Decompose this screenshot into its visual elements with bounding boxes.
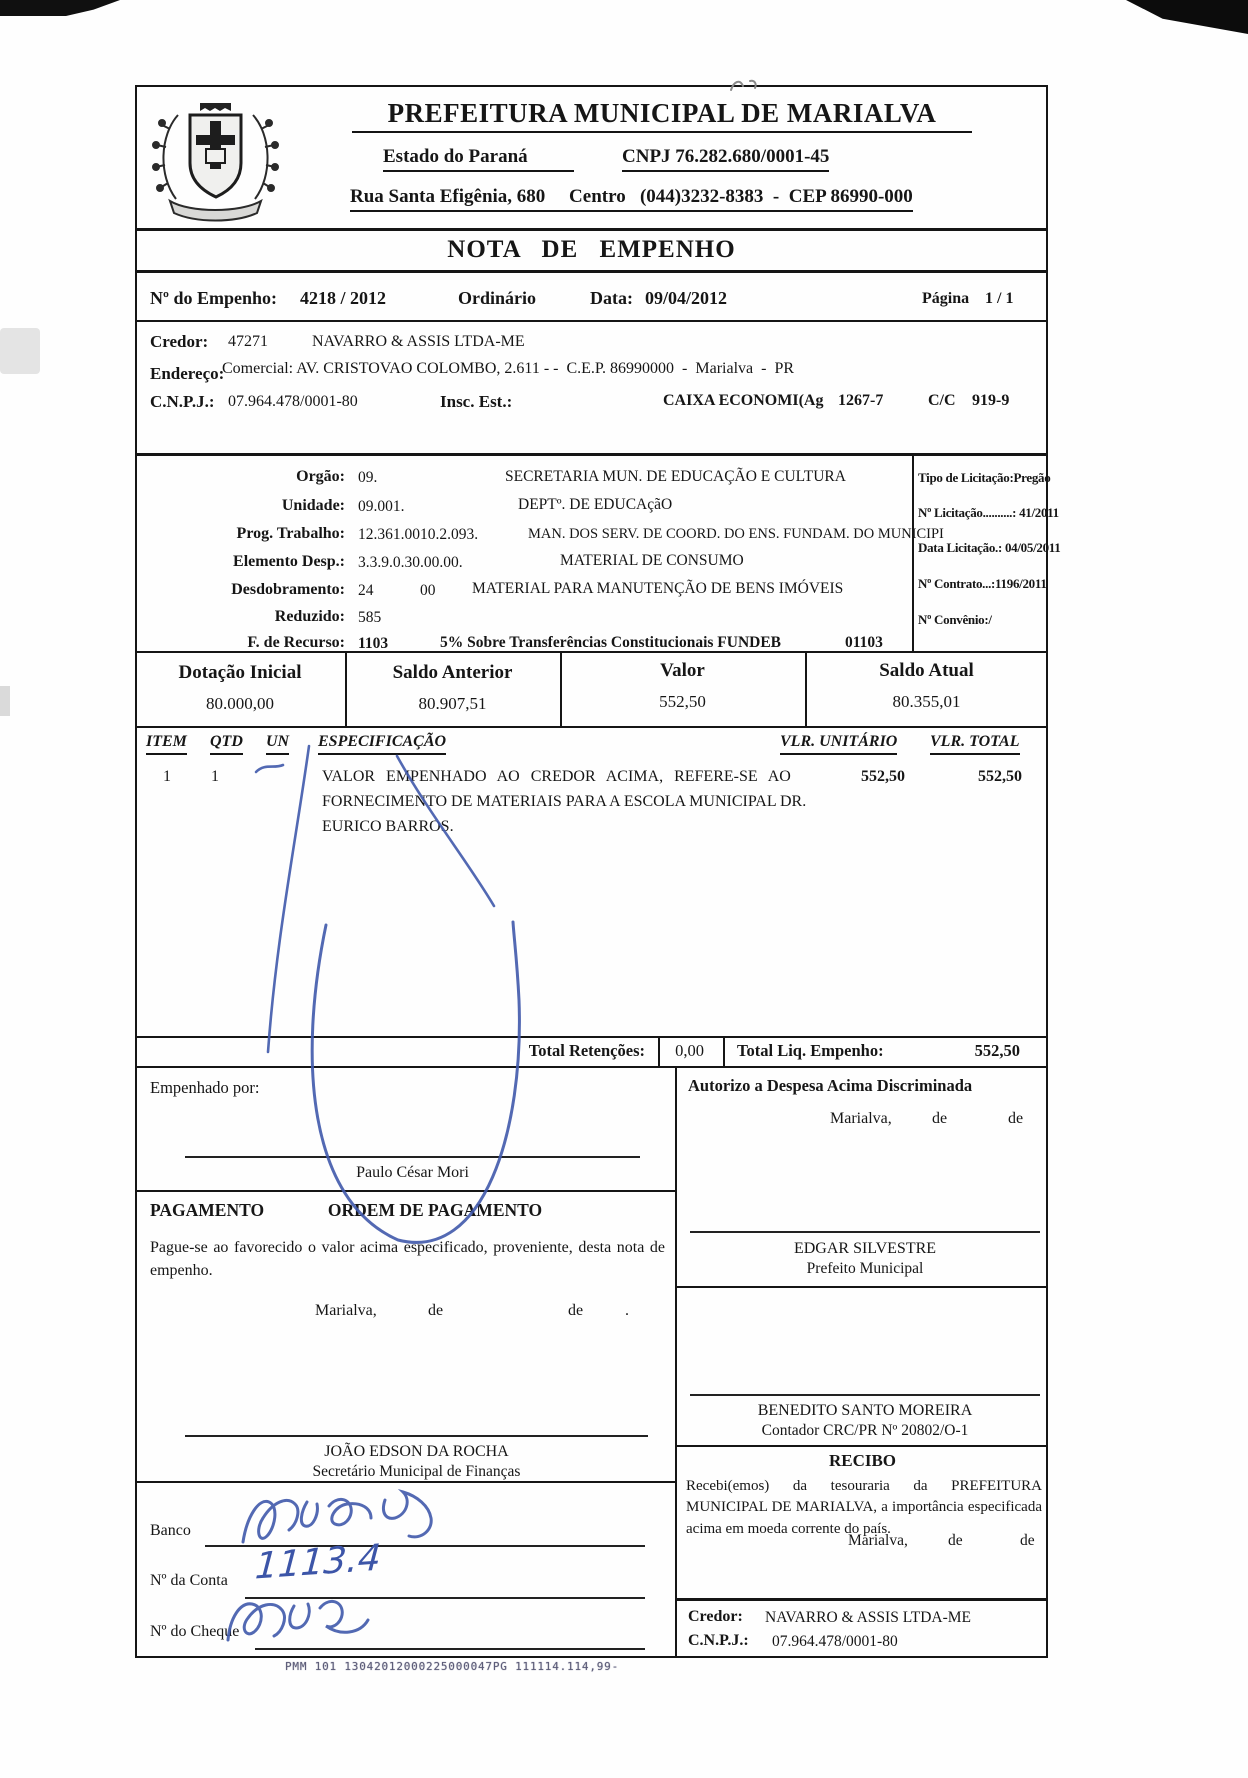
saldo-atual-header: Saldo Atual <box>879 660 974 681</box>
pagamento-title: PAGAMENTO <box>150 1200 265 1220</box>
document-title: NOTA DE EMPENHO <box>447 236 736 263</box>
scan-artifact-left-tick <box>0 686 10 716</box>
orgao-label: Orgão: <box>296 468 345 485</box>
empenho-modality: Ordinário <box>458 288 537 308</box>
pagamento-text: Pague-se ao favorecido o valor acima especificado, proveniente, desta nota de empenho. <box>150 1239 665 1279</box>
header-address: Rua Santa Efigênia, 680 Centro (044)3232-8383 - CEP 86990-000 <box>350 186 913 212</box>
cnpj-footer-value: 07.964.478/0001-80 <box>772 1633 898 1650</box>
desdobramento-code2: 00 <box>420 582 436 599</box>
unidade-desc: DEPTº. DE EDUCAçãO <box>518 496 673 513</box>
conta-label: Nº da Conta <box>150 1572 228 1589</box>
de-word: de <box>428 1302 444 1319</box>
page-value: 1 / 1 <box>985 290 1014 307</box>
endereco-label: Endereço: <box>150 364 225 383</box>
dotacao-inicial-value: 80.000,00 <box>206 694 274 713</box>
total-retencoes-label: Total Retenções: <box>528 1041 645 1060</box>
recibo-title: RECIBO <box>828 1451 897 1470</box>
rule <box>675 1068 677 1656</box>
credor-footer-name: NAVARRO & ASSIS LTDA-ME <box>765 1609 972 1626</box>
header-title: PREFEITURA MUNICIPAL DE MARIALVA <box>352 98 972 133</box>
item-vlr-unitario: 552,50 <box>861 768 905 785</box>
empenhado-signer-name: Paulo César Mori <box>356 1164 469 1181</box>
empenho-date-label: Data: <box>590 288 633 308</box>
col-header-vlr-total: VLR. TOTAL <box>930 733 1020 755</box>
de-word: de <box>568 1302 584 1319</box>
rule <box>135 1066 1048 1068</box>
orgao-code: 09. <box>358 469 378 486</box>
numero-contrato: Nº Contrato...:1196/2011 <box>918 576 1047 591</box>
desdobramento-label: Desdobramento: <box>231 581 345 598</box>
f-recurso-desc: 5% Sobre Transferências Constitucionais FUNDEB <box>440 634 782 651</box>
signature-line <box>690 1394 1040 1396</box>
mayor-name: EDGAR SILVESTRE <box>793 1240 937 1257</box>
reduzido-label: Reduzido: <box>274 608 345 625</box>
elemento-desp-label: Elemento Desp.: <box>233 553 345 570</box>
col-header-item: ITEM <box>146 733 187 755</box>
ordem-pagamento-title: ORDEM DE PAGAMENTO <box>327 1200 543 1220</box>
page-label: Página <box>922 290 970 307</box>
f-recurso-label: F. de Recurso: <box>247 634 345 651</box>
saldo-anterior-value: 80.907,51 <box>418 694 487 713</box>
desdobramento-code: 24 <box>358 582 374 599</box>
prog-trabalho-code: 12.361.0010.2.093. <box>358 526 479 543</box>
banco-label: Banco <box>150 1522 191 1539</box>
prog-trabalho-label: Prog. Trabalho: <box>236 525 345 542</box>
accountant-name: BENEDITO SANTO MOREIRA <box>757 1402 973 1419</box>
empenho-date-value: 09/04/2012 <box>645 288 728 308</box>
item-vlr-total: 552,50 <box>978 768 1022 785</box>
cnpj-footer-label: C.N.P.J.: <box>688 1632 749 1649</box>
mayor-role: Prefeito Municipal <box>806 1260 924 1277</box>
insc-est-label: Insc. Est.: <box>440 392 513 411</box>
col-header-un: UN <box>266 733 289 755</box>
signature-line <box>185 1435 648 1437</box>
data-licitacao: Data Licitação.: 04/05/2011 <box>918 540 1061 555</box>
empenho-number-value: 4218 / 2012 <box>300 288 387 308</box>
empenhado-por-label: Empenhado por: <box>150 1078 260 1097</box>
credor-label: Credor: <box>150 332 209 351</box>
f-recurso-code: 1103 <box>358 635 389 652</box>
rule <box>912 455 914 653</box>
finance-signer-role: Secretário Municipal de Finanças <box>312 1463 521 1480</box>
elemento-desp-code: 3.3.9.0.30.00.00. <box>358 554 463 571</box>
valor-value: 552,50 <box>659 692 706 711</box>
bank-name: CAIXA ECONOMI(Ag <box>663 392 824 409</box>
rule <box>135 1190 677 1192</box>
tipo-licitacao: Tipo de Licitação:Pregão <box>918 470 1051 485</box>
conta-handwritten-value: 1113.4 <box>253 1537 383 1588</box>
desdobramento-desc: MATERIAL PARA MANUTENÇÃO DE BENS IMÓVEIS <box>472 580 844 597</box>
cc-value: 919-9 <box>972 392 1010 409</box>
col-header-especificacao: ESPECIFICAÇÃO <box>318 733 446 755</box>
signature-line <box>690 1231 1040 1233</box>
total-liq-label: Total Liq. Empenho: <box>737 1041 884 1060</box>
dot-matrix-footer-print: PMM 101 13042012000225000047PG 111114.114,99- <box>285 1660 620 1673</box>
scan-artifact-top-right <box>1126 0 1248 34</box>
cnpj-label: C.N.P.J.: <box>150 392 215 411</box>
numero-licitacao: Nº Licitação..........: 41/2011 <box>918 505 1059 520</box>
scan-artifact-left-smudge <box>0 328 40 374</box>
dotacao-inicial-header: Dotação Inicial <box>178 662 302 683</box>
de-word: de <box>1020 1532 1035 1549</box>
de-word: de <box>932 1110 948 1127</box>
credor-name: NAVARRO & ASSIS LTDA-ME <box>312 333 525 350</box>
de-word: de <box>948 1532 963 1549</box>
header-cnpj: CNPJ 76.282.680/0001-45 <box>622 146 829 172</box>
item-spec-line: FORNECIMENTO DE MATERIAIS PARA A ESCOLA MUNICIPAL DR. <box>322 793 807 810</box>
numero-convenio: Nº Convênio:/ <box>918 612 992 627</box>
city-word: Marialva, <box>848 1532 908 1549</box>
conta-fill-line <box>245 1597 645 1599</box>
item-spec-line: EURICO BARROS. <box>322 818 454 835</box>
rule <box>675 1286 1048 1288</box>
credor-code: 47271 <box>228 333 268 350</box>
dot-word: . <box>625 1302 629 1319</box>
col-header-qtd: QTD <box>210 733 243 755</box>
scan-artifact-top-left <box>0 0 120 16</box>
item-number: 1 <box>163 768 171 785</box>
prog-trabalho-desc: MAN. DOS SERV. DE COORD. DO ENS. FUNDAM. DO MUNICIPI <box>528 526 944 542</box>
f-recurso-extra: 01103 <box>845 634 883 651</box>
unidade-code: 09.001. <box>358 498 405 515</box>
rule <box>135 1481 677 1483</box>
signature-line <box>185 1156 640 1158</box>
de-word: de <box>1008 1110 1024 1127</box>
rule <box>723 1036 725 1066</box>
rule <box>675 1445 1048 1447</box>
cnpj-value: 07.964.478/0001-80 <box>228 393 358 410</box>
cheque-label: Nº do Cheque <box>150 1623 240 1640</box>
total-liq-value: 552,50 <box>974 1041 1020 1060</box>
empenho-number-label: Nº do Empenho: <box>150 288 277 308</box>
recibo-text: Recebi(emos) da tesouraria da PREFEITURA MUNICIPAL DE MARIALVA, a importância especificada acima em moeda corrente do país. <box>686 1478 1042 1537</box>
autorizo-title: Autorizo a Despesa Acima Discriminada <box>688 1076 973 1095</box>
saldo-anterior-header: Saldo Anterior <box>392 662 513 683</box>
unidade-label: Unidade: <box>281 497 345 514</box>
cheque-fill-line <box>255 1648 645 1650</box>
city-word: Marialva, <box>315 1302 377 1319</box>
municipal-coat-of-arms-icon <box>148 95 283 223</box>
item-qtd: 1 <box>211 768 219 785</box>
saldo-atual-value: 80.355,01 <box>892 692 961 711</box>
rule <box>135 1036 1048 1038</box>
bank-agency: 1267-7 <box>838 392 884 409</box>
elemento-desp-desc: MATERIAL DE CONSUMO <box>560 552 744 569</box>
rule <box>135 320 1048 322</box>
city-word: Marialva, <box>830 1110 892 1127</box>
cc-label: C/C <box>928 392 956 409</box>
accountant-role: Contador CRC/PR Nº 20802/O-1 <box>761 1422 969 1439</box>
orgao-desc: SECRETARIA MUN. DE EDUCAÇÃO E CULTURA <box>505 468 846 485</box>
endereco-value: Comercial: AV. CRISTOVAO COLOMBO, 2.611 - - C.E.P. 86990000 - Marialva - PR <box>222 360 795 377</box>
rule <box>675 1598 1048 1601</box>
total-retencoes-value: 0,00 <box>675 1041 704 1060</box>
col-header-vlr-unitario: VLR. UNITÁRIO <box>780 733 897 755</box>
reduzido-code: 585 <box>358 609 382 626</box>
header-state: Estado do Paraná <box>383 146 574 172</box>
finance-signer-name: JOÃO EDSON DA ROCHA <box>324 1443 509 1460</box>
valor-header: Valor <box>660 660 705 681</box>
credor-footer-label: Credor: <box>688 1608 743 1625</box>
item-spec-line: VALOR EMPENHADO AO CREDOR ACIMA, REFERE-SE AO <box>322 768 791 785</box>
